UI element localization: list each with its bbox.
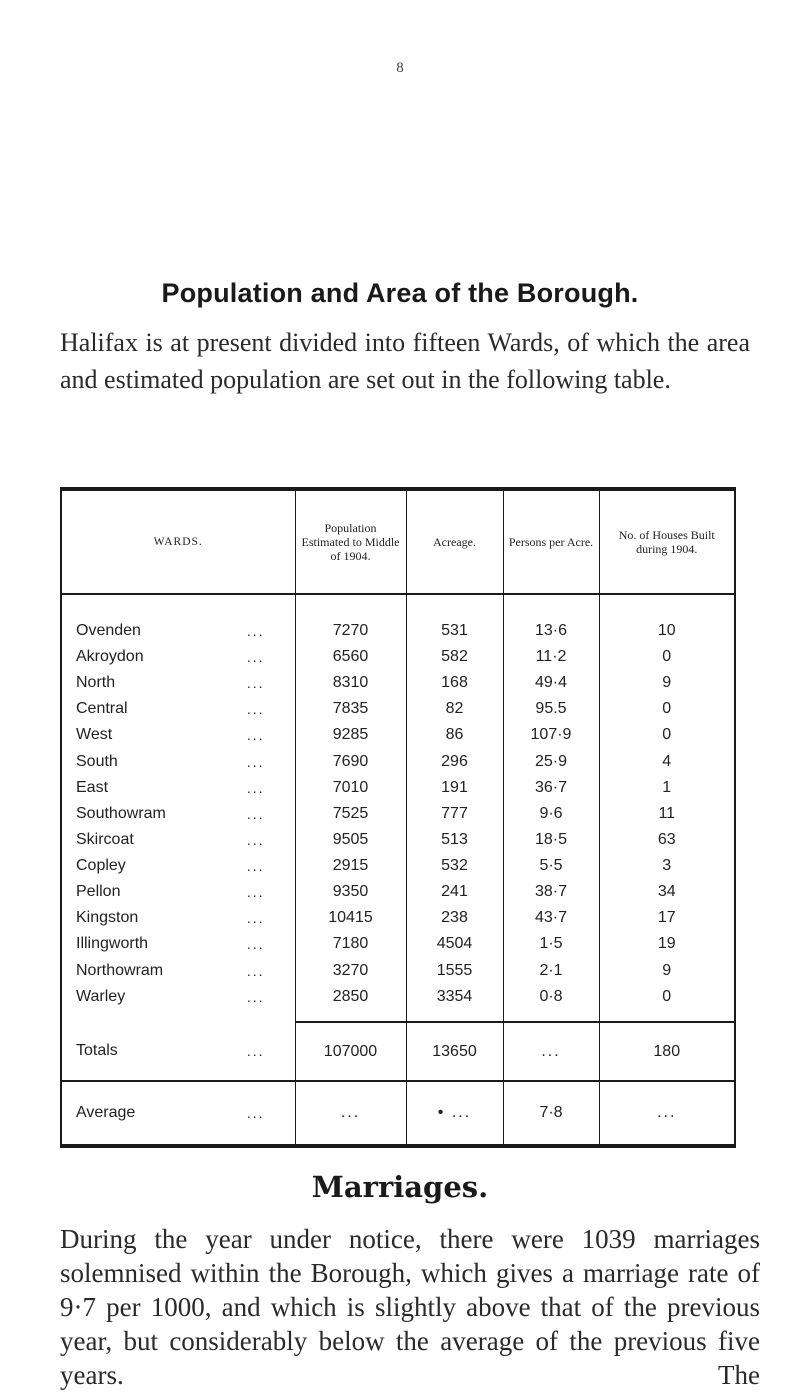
marriages-paragraph: During the year under notice, there were 1039 marriages solemnised within the Borough, which gives a marriage rate of 9·7 per 1000, and which is slightly above that of the previous year, but considerably below the average of the previous five years. The <box>60 1224 760 1390</box>
table-row <box>62 748 734 774</box>
persons-per-acre-cell: 18·5 <box>503 827 599 853</box>
population-table-frame <box>60 487 736 1148</box>
leader-dots: ... <box>246 805 265 822</box>
houses-built-cell: 17 <box>599 905 734 931</box>
population-cell: 6560 <box>295 644 406 670</box>
spacer-row <box>62 594 734 618</box>
population-cell: 2915 <box>295 853 406 879</box>
ward-name: Skircoat <box>76 830 134 848</box>
spacer-row <box>62 1010 734 1023</box>
average-houses: ... <box>599 1081 734 1144</box>
ward-name: Illingworth <box>76 935 149 953</box>
houses-built-cell: 3 <box>599 853 734 879</box>
table-row <box>62 827 734 853</box>
average-acreage: • ... <box>406 1081 503 1144</box>
leader-dots: ... <box>246 858 265 875</box>
totals-persons: ... <box>503 1022 599 1081</box>
ward-cell <box>62 775 295 801</box>
houses-built-cell: 4 <box>599 748 734 774</box>
table-header-row <box>62 491 734 594</box>
totals-houses: 180 <box>599 1022 734 1081</box>
marriages-title: Marriages. <box>311 1170 489 1204</box>
table-row <box>62 905 734 931</box>
persons-per-acre-cell: 9·6 <box>503 801 599 827</box>
ward-cell <box>62 931 295 957</box>
table-row <box>62 722 734 748</box>
houses-built-cell: 0 <box>599 984 734 1010</box>
ward-cell <box>62 905 295 931</box>
leader-dots: ... <box>246 753 265 770</box>
header-wards: WARDS. <box>62 491 295 594</box>
leader-dots: ... <box>246 727 265 744</box>
ward-cell <box>62 827 295 853</box>
persons-per-acre-cell: 38·7 <box>503 879 599 905</box>
ward-name: Ovenden <box>76 621 141 639</box>
average-population: ... <box>295 1081 406 1144</box>
ward-cell <box>62 957 295 983</box>
population-cell: 9505 <box>295 827 406 853</box>
leader-dots: ... <box>246 884 265 901</box>
header-houses-built: No. of Houses Built during 1904. <box>599 491 734 594</box>
average-label: Average <box>76 1104 136 1122</box>
houses-built-cell: 19 <box>599 931 734 957</box>
ward-cell <box>62 696 295 722</box>
totals-population: 107000 <box>295 1022 406 1081</box>
leader-dots: ... <box>246 622 265 639</box>
acreage-cell: 1555 <box>406 957 503 983</box>
totals-acreage: 13650 <box>406 1022 503 1081</box>
ward-cell <box>62 670 295 696</box>
ward-cell <box>62 748 295 774</box>
population-cell: 2850 <box>295 984 406 1010</box>
acreage-cell: 531 <box>406 618 503 644</box>
leader-dots: ... <box>246 675 265 692</box>
houses-built-cell: 63 <box>599 827 734 853</box>
ward-cell <box>62 853 295 879</box>
leader-dots: ... <box>246 936 265 953</box>
persons-per-acre-cell: 2·1 <box>503 957 599 983</box>
table-row <box>62 775 734 801</box>
ward-name: Pellon <box>76 883 121 901</box>
ward-name: South <box>76 752 118 770</box>
acreage-cell: 777 <box>406 801 503 827</box>
leader-dots: ... <box>246 1043 265 1060</box>
leader-dots: ... <box>246 962 265 979</box>
ward-name: North <box>76 674 116 692</box>
ward-name: Warley <box>76 987 126 1005</box>
persons-per-acre-cell: 43·7 <box>503 905 599 931</box>
acreage-cell: 241 <box>406 879 503 905</box>
ward-cell <box>62 644 295 670</box>
leader-dots: ... <box>246 779 265 796</box>
intro-paragraph: Halifax is at present divided into fifteen Wards, of which the area and estimated population are set out in the following table. <box>60 328 750 394</box>
header-acreage: Acreage. <box>406 491 503 594</box>
leader-dots: ... <box>246 831 265 848</box>
header-persons-per-acre: Persons per Acre. <box>503 491 599 594</box>
table-row <box>62 618 734 644</box>
persons-per-acre-cell: 107·9 <box>503 722 599 748</box>
totals-row <box>62 1022 734 1081</box>
population-table <box>62 491 734 1144</box>
table-row <box>62 931 734 957</box>
persons-per-acre-cell: 13·6 <box>503 618 599 644</box>
population-cell: 10415 <box>295 905 406 931</box>
table-row <box>62 879 734 905</box>
population-cell: 7270 <box>295 618 406 644</box>
population-cell: 9350 <box>295 879 406 905</box>
acreage-cell: 191 <box>406 775 503 801</box>
header-population: Population Estimated to Middle of 1904. <box>295 491 406 594</box>
table-row <box>62 984 734 1010</box>
houses-built-cell: 0 <box>599 644 734 670</box>
ward-name: Northowram <box>76 961 164 979</box>
acreage-cell: 82 <box>406 696 503 722</box>
acreage-cell: 3354 <box>406 984 503 1010</box>
persons-per-acre-cell: 36·7 <box>503 775 599 801</box>
table-row <box>62 670 734 696</box>
houses-built-cell: 34 <box>599 879 734 905</box>
ward-name: Southowram <box>76 804 166 822</box>
section-title: Population and Area of the Borough. <box>161 278 639 308</box>
totals-label-cell <box>62 1022 295 1081</box>
leader-dots: ... <box>246 649 265 666</box>
acreage-cell: 582 <box>406 644 503 670</box>
ward-name: East <box>76 778 109 796</box>
totals-label: Totals <box>76 1042 118 1060</box>
page-number: 8 <box>396 60 404 76</box>
population-cell: 7525 <box>295 801 406 827</box>
houses-built-cell: 0 <box>599 696 734 722</box>
ward-cell <box>62 618 295 644</box>
leader-dots: ... <box>246 701 265 718</box>
acreage-cell: 86 <box>406 722 503 748</box>
persons-per-acre-cell: 49·4 <box>503 670 599 696</box>
houses-built-cell: 11 <box>599 801 734 827</box>
average-row <box>62 1081 734 1144</box>
average-label-cell <box>62 1081 295 1144</box>
persons-per-acre-cell: 5·5 <box>503 853 599 879</box>
leader-dots: ... <box>246 1105 265 1122</box>
persons-per-acre-cell: 11·2 <box>503 644 599 670</box>
table-row <box>62 801 734 827</box>
leader-dots: ... <box>246 988 265 1005</box>
acreage-cell: 296 <box>406 748 503 774</box>
persons-per-acre-cell: 25·9 <box>503 748 599 774</box>
population-cell: 8310 <box>295 670 406 696</box>
leader-dots: ... <box>246 910 265 927</box>
ward-name: West <box>76 726 113 744</box>
ward-name: Copley <box>76 857 126 875</box>
population-cell: 3270 <box>295 957 406 983</box>
ward-name: Kingston <box>76 909 139 927</box>
ward-cell <box>62 879 295 905</box>
population-cell: 7180 <box>295 931 406 957</box>
ward-rows <box>62 594 734 1010</box>
houses-built-cell: 9 <box>599 670 734 696</box>
ward-name: Akroydon <box>76 648 144 666</box>
persons-per-acre-cell: 0·8 <box>503 984 599 1010</box>
population-cell: 7835 <box>295 696 406 722</box>
table-row <box>62 853 734 879</box>
population-cell: 9285 <box>295 722 406 748</box>
acreage-cell: 168 <box>406 670 503 696</box>
ward-cell <box>62 801 295 827</box>
table-row <box>62 957 734 983</box>
houses-built-cell: 9 <box>599 957 734 983</box>
population-cell: 7690 <box>295 748 406 774</box>
persons-per-acre-cell: 1·5 <box>503 931 599 957</box>
acreage-cell: 4504 <box>406 931 503 957</box>
average-persons: 7·8 <box>503 1081 599 1144</box>
houses-built-cell: 1 <box>599 775 734 801</box>
table-row <box>62 644 734 670</box>
acreage-cell: 532 <box>406 853 503 879</box>
ward-cell <box>62 984 295 1010</box>
persons-per-acre-cell: 95.5 <box>503 696 599 722</box>
ward-name: Central <box>76 700 128 718</box>
houses-built-cell: 0 <box>599 722 734 748</box>
table-row <box>62 696 734 722</box>
population-cell: 7010 <box>295 775 406 801</box>
acreage-cell: 513 <box>406 827 503 853</box>
houses-built-cell: 10 <box>599 618 734 644</box>
acreage-cell: 238 <box>406 905 503 931</box>
ward-cell <box>62 722 295 748</box>
